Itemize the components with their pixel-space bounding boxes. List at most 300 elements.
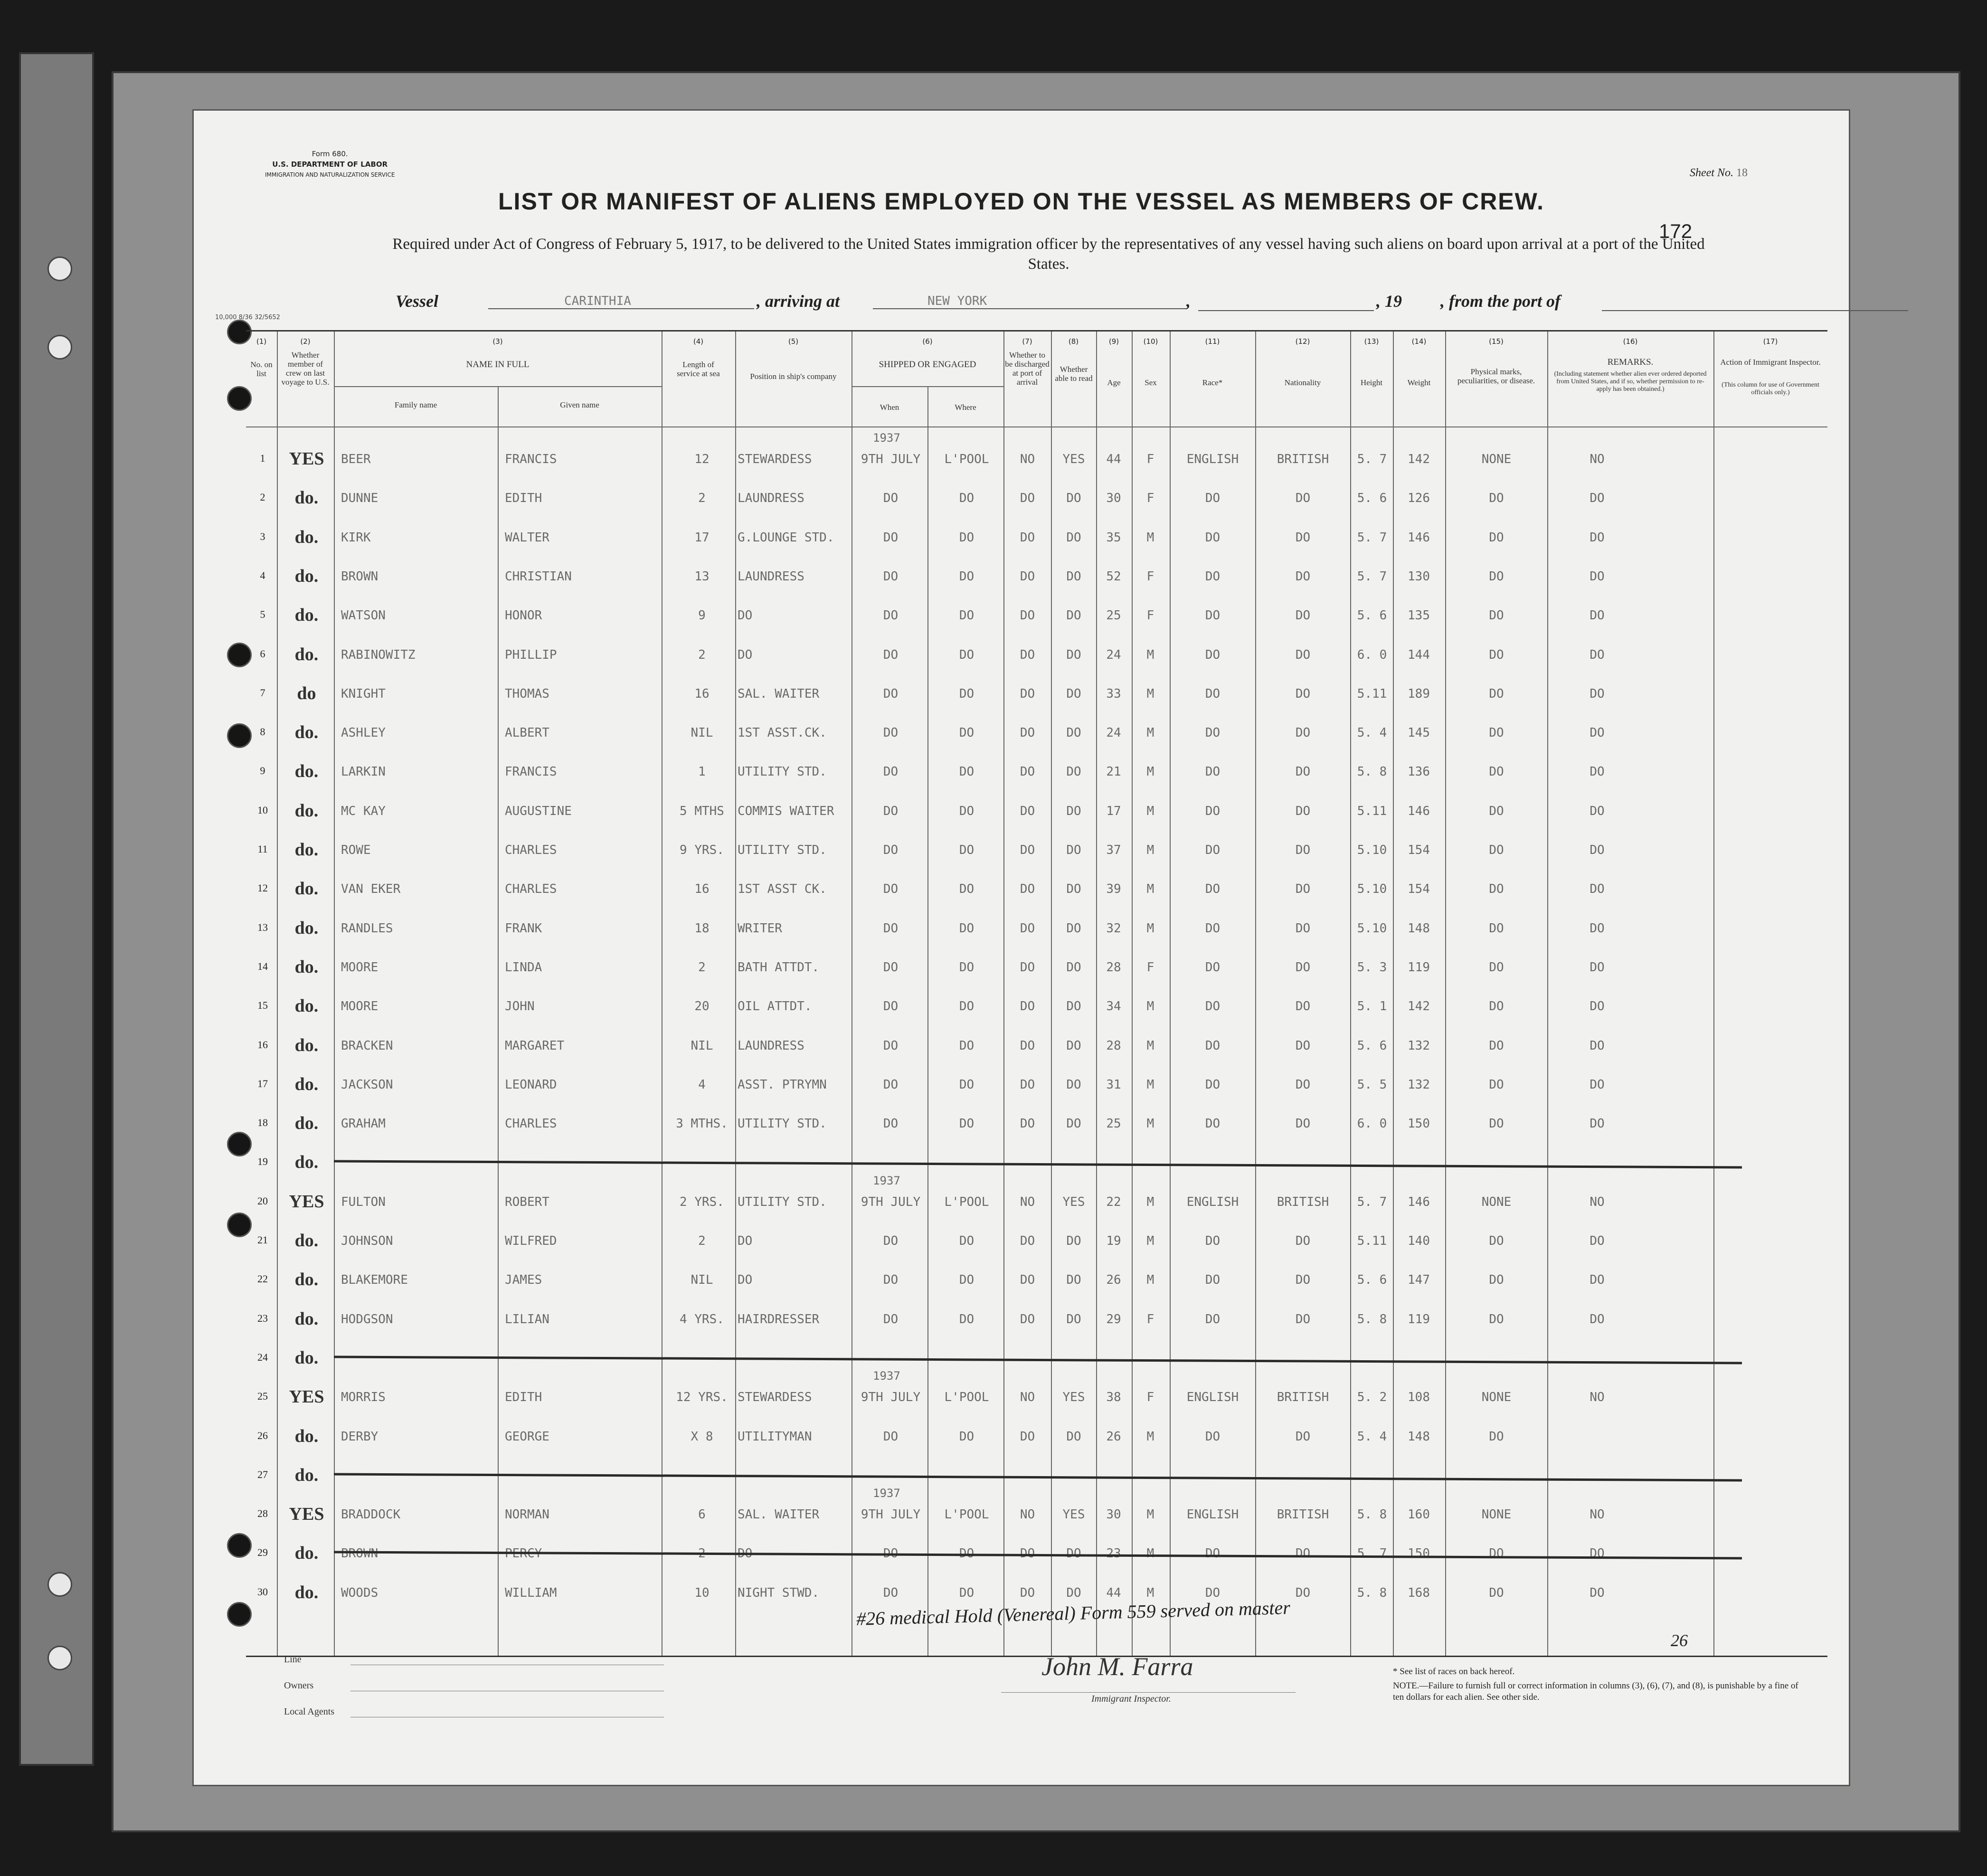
family-name: BRACKEN (341, 1038, 393, 1053)
discharged: DO (1020, 960, 1035, 975)
given-name: WALTER (505, 530, 549, 545)
weight: 189 (1408, 686, 1430, 701)
physical-marks: NONE (1481, 1507, 1512, 1522)
family-name: JOHNSON (341, 1234, 393, 1248)
shipped-where: DO (959, 882, 975, 897)
from-port-blank (1602, 310, 1908, 311)
age: 33 (1106, 686, 1121, 701)
weight: 146 (1408, 530, 1430, 545)
remarks: NO (1590, 1390, 1605, 1405)
length-of-service: NIL (691, 1038, 713, 1053)
row-number: 9 (260, 765, 265, 777)
header-race: Race* (1202, 378, 1223, 387)
height: 5.11 (1357, 1234, 1387, 1248)
crew-member-flag: do. (294, 1152, 319, 1173)
shipped-when: DO (883, 1234, 899, 1248)
shipped-when: DO (883, 843, 899, 857)
sex: M (1146, 765, 1154, 779)
nationality: DO (1295, 882, 1311, 897)
physical-marks: DO (1489, 765, 1504, 779)
nationality: DO (1295, 999, 1311, 1014)
arriving-port: NEW YORK (873, 294, 1186, 309)
family-name: GRAHAM (341, 1117, 386, 1131)
sex: M (1146, 921, 1154, 936)
table-row (246, 527, 1827, 553)
sex: M (1146, 1546, 1154, 1561)
weight: 148 (1408, 921, 1430, 936)
shipped-when: DO (883, 999, 899, 1014)
position: HAIRDRESSER (738, 1312, 820, 1326)
height: 5. 6 (1357, 491, 1387, 506)
able-to-read: DO (1066, 1429, 1081, 1444)
physical-marks: NONE (1481, 1390, 1512, 1405)
sex: M (1146, 999, 1154, 1014)
family-name: RANDLES (341, 921, 393, 936)
col-number: (10) (1143, 337, 1158, 346)
header-able-to-read: Whether able to read (1055, 365, 1093, 383)
col-number: (11) (1205, 337, 1220, 346)
remarks: DO (1590, 1077, 1605, 1092)
length-of-service: 12 (694, 452, 710, 466)
remarks: DO (1590, 804, 1605, 818)
family-name: RABINOWITZ (341, 647, 416, 662)
races-note: * See list of races on back hereof. (1393, 1667, 1515, 1677)
age: 32 (1106, 921, 1121, 936)
given-name: FRANK (505, 921, 542, 936)
shipped-where: DO (959, 999, 975, 1014)
age: 39 (1106, 882, 1121, 897)
table-row (246, 605, 1827, 631)
local-agents-label: Local Agents (284, 1706, 335, 1717)
remarks: DO (1590, 726, 1605, 740)
header-length-of-service: Length of service at sea (677, 360, 720, 378)
vessel-name: CARINTHIA (488, 294, 754, 309)
row-number: 3 (260, 530, 265, 542)
family-name: KIRK (341, 530, 371, 545)
given-name: NORMAN (505, 1507, 549, 1522)
sex: M (1146, 1234, 1154, 1248)
physical-marks: DO (1489, 1234, 1504, 1248)
bureau-name: IMMIGRATION AND NATURALIZATION SERVICE (265, 171, 395, 178)
shipped-when: DO (883, 1312, 899, 1326)
year-mark: 1937 (873, 1174, 900, 1187)
table-row (246, 1269, 1827, 1296)
discharged: DO (1020, 569, 1035, 584)
able-to-read: DO (1066, 647, 1081, 662)
header-family-name: Family name (394, 400, 437, 409)
crew-member-flag: YES (289, 1504, 324, 1525)
weight: 160 (1408, 1507, 1430, 1522)
sex: M (1146, 726, 1154, 740)
race: DO (1205, 1585, 1221, 1600)
header-age: Age (1107, 378, 1121, 387)
position: COMMIS WAITER (738, 804, 834, 818)
weight: 132 (1408, 1038, 1430, 1053)
row-number: 13 (257, 921, 268, 933)
length-of-service: 10 (694, 1585, 710, 1600)
shipped-where: L'POOL (944, 1390, 989, 1405)
height: 6. 0 (1357, 1117, 1387, 1131)
discharged: DO (1020, 530, 1035, 545)
physical-marks: DO (1489, 999, 1504, 1014)
sex: M (1146, 1038, 1154, 1053)
height: 6. 0 (1357, 647, 1387, 662)
remarks: DO (1590, 1038, 1605, 1053)
table-row (246, 1230, 1827, 1257)
length-of-service: 4 (698, 1077, 706, 1092)
age: 30 (1106, 491, 1121, 506)
shipped-where: DO (959, 1117, 975, 1131)
shipped-where: L'POOL (944, 1507, 989, 1522)
header-physical-marks: Physical marks, peculiarities, or disease. (1457, 367, 1535, 385)
crew-member-flag: do. (294, 957, 319, 977)
able-to-read: DO (1066, 804, 1081, 818)
weight: 142 (1408, 452, 1430, 466)
given-name: LINDA (505, 960, 542, 975)
able-to-read: DO (1066, 1234, 1081, 1248)
physical-marks: DO (1489, 1077, 1504, 1092)
given-name: GEORGE (505, 1429, 549, 1444)
sex: M (1146, 1429, 1154, 1444)
weight: 147 (1408, 1273, 1430, 1288)
sex: M (1146, 843, 1154, 857)
physical-marks: DO (1489, 1585, 1504, 1600)
punch-hole (47, 256, 72, 281)
sex: F (1146, 569, 1154, 584)
shipped-when: DO (883, 647, 899, 662)
shipped-when: DO (883, 1585, 899, 1600)
given-name: WILLIAM (505, 1585, 557, 1600)
row-number: 12 (257, 882, 268, 894)
remarks: DO (1590, 1546, 1605, 1561)
header-given-name: Given name (560, 400, 599, 409)
age: 26 (1106, 1273, 1121, 1288)
height: 5.11 (1357, 804, 1387, 818)
height: 5.10 (1357, 882, 1387, 897)
punch-hole (47, 335, 72, 360)
nationality: DO (1295, 960, 1311, 975)
given-name: PERCY (505, 1546, 542, 1561)
age: 21 (1106, 765, 1121, 779)
row-number: 30 (257, 1585, 268, 1598)
given-name: THOMAS (505, 686, 549, 701)
weight: 144 (1408, 647, 1430, 662)
length-of-service: NIL (691, 726, 713, 740)
physical-marks: NONE (1481, 452, 1512, 466)
remarks: DO (1590, 1234, 1605, 1248)
shipped-where: DO (959, 1312, 975, 1326)
physical-marks: NONE (1481, 1194, 1512, 1209)
position: DO (738, 1273, 753, 1288)
age: 34 (1106, 999, 1121, 1014)
family-name: BEER (341, 452, 371, 466)
able-to-read: DO (1066, 726, 1081, 740)
family-name: MC KAY (341, 804, 386, 818)
discharged: DO (1020, 1585, 1035, 1600)
row-number: 26 (257, 1429, 268, 1441)
race: ENGLISH (1186, 1507, 1239, 1522)
height: 5. 8 (1357, 765, 1387, 779)
nationality: DO (1295, 1234, 1311, 1248)
race: DO (1205, 1117, 1221, 1131)
given-name: LEONARD (505, 1077, 557, 1092)
able-to-read: DO (1066, 921, 1081, 936)
race: DO (1205, 1077, 1221, 1092)
physical-marks: DO (1489, 608, 1504, 623)
height: 5.11 (1357, 686, 1387, 701)
position: LAUNDRESS (738, 491, 804, 506)
remarks: DO (1590, 1273, 1605, 1288)
position: G.LOUNGE STD. (738, 530, 834, 545)
height: 5.10 (1357, 843, 1387, 857)
col-number: (7) (1022, 337, 1032, 346)
race: DO (1205, 491, 1221, 506)
able-to-read: DO (1066, 960, 1081, 975)
col-number: (12) (1295, 337, 1310, 346)
position: SAL. WAITER (738, 686, 820, 701)
crew-member-flag: do. (294, 918, 319, 938)
crew-member-flag: do. (294, 1543, 319, 1563)
table-row (246, 1191, 1827, 1218)
nationality: DO (1295, 530, 1311, 545)
weight: 135 (1408, 608, 1430, 623)
discharged: DO (1020, 647, 1035, 662)
nationality: BRITISH (1277, 1507, 1329, 1522)
family-name: DUNNE (341, 491, 378, 506)
table-row (246, 722, 1827, 749)
shipped-when: DO (883, 804, 899, 818)
able-to-read: DO (1066, 765, 1081, 779)
remarks: DO (1590, 999, 1605, 1014)
remarks: DO (1590, 608, 1605, 623)
family-name: BLAKEMORE (341, 1273, 408, 1288)
shipped-where: DO (959, 726, 975, 740)
nationality: DO (1295, 726, 1311, 740)
arriving-label: , arriving at (757, 292, 840, 311)
weight: 150 (1408, 1546, 1430, 1561)
shipped-where: DO (959, 686, 975, 701)
age: 44 (1106, 1585, 1121, 1600)
remarks: NO (1590, 1194, 1605, 1209)
age: 52 (1106, 569, 1121, 584)
row-number: 24 (257, 1351, 268, 1363)
table-row (246, 1386, 1827, 1413)
nationality: DO (1295, 686, 1311, 701)
col-number: (5) (788, 337, 799, 346)
remarks: DO (1590, 882, 1605, 897)
shipped-when: 9TH JULY (861, 1194, 921, 1209)
able-to-read: DO (1066, 882, 1081, 897)
row-number: 4 (260, 569, 265, 581)
discharged: DO (1020, 1117, 1035, 1131)
nationality: DO (1295, 1077, 1311, 1092)
row-number: 11 (257, 843, 268, 855)
physical-marks: DO (1489, 843, 1504, 857)
table-row (246, 957, 1827, 983)
nationality: DO (1295, 765, 1311, 779)
table-row (246, 995, 1827, 1022)
manifest-page (192, 109, 1850, 1786)
position: NIGHT STWD. (738, 1585, 820, 1600)
shipped-where: L'POOL (944, 1194, 989, 1209)
crew-member-flag: do. (294, 566, 319, 586)
nationality: DO (1295, 1312, 1311, 1326)
height: 5. 3 (1357, 960, 1387, 975)
physical-marks: DO (1489, 1117, 1504, 1131)
length-of-service: 1 (698, 765, 706, 779)
discharged: DO (1020, 999, 1035, 1014)
height: 5. 6 (1357, 1038, 1387, 1053)
position: OIL ATTDT. (738, 999, 812, 1014)
remarks: DO (1590, 1117, 1605, 1131)
sheet-number: 18 (1736, 167, 1748, 179)
nationality: DO (1295, 921, 1311, 936)
crew-member-flag: do. (294, 1465, 319, 1485)
length-of-service: 17 (694, 530, 710, 545)
shipped-where: DO (959, 921, 975, 936)
row-number: 18 (257, 1117, 268, 1129)
position: STEWARDESS (738, 1390, 812, 1405)
able-to-read: YES (1062, 1194, 1085, 1209)
given-name: PHILLIP (505, 647, 557, 662)
race: DO (1205, 530, 1221, 545)
able-to-read: DO (1066, 1273, 1081, 1288)
header-remarks: REMARKS. (1607, 357, 1654, 367)
height: 5. 1 (1357, 999, 1387, 1014)
length-of-service: NIL (691, 1273, 713, 1288)
sex: F (1146, 1390, 1154, 1405)
age: 28 (1106, 1038, 1121, 1053)
given-name: FRANCIS (505, 765, 557, 779)
length-of-service: 2 YRS. (680, 1194, 724, 1209)
age: 30 (1106, 1507, 1121, 1522)
height: 5. 7 (1357, 1194, 1387, 1209)
discharged: DO (1020, 843, 1035, 857)
row-number: 8 (260, 726, 265, 738)
position: ASST. PTRYMN (738, 1077, 827, 1092)
from-port-label: , from the port of (1440, 292, 1561, 311)
col-number: (9) (1108, 337, 1119, 346)
row-number: 28 (257, 1507, 268, 1520)
length-of-service: 5 MTHS (680, 804, 724, 818)
discharged: DO (1020, 1429, 1035, 1444)
age: 24 (1106, 726, 1121, 740)
crew-table (246, 330, 1827, 1657)
table-row (246, 566, 1827, 592)
weight: 168 (1408, 1585, 1430, 1600)
race: DO (1205, 960, 1221, 975)
discharged: DO (1020, 882, 1035, 897)
physical-marks: DO (1489, 1429, 1504, 1444)
department-name: U.S. DEPARTMENT OF LABOR (272, 160, 388, 169)
sex: M (1146, 882, 1154, 897)
crew-member-flag: YES (289, 1387, 324, 1407)
sex: M (1146, 1273, 1154, 1288)
nationality: DO (1295, 491, 1311, 506)
length-of-service: X 8 (691, 1429, 713, 1444)
print-code: 10,000 8/36 32/5652 (215, 314, 280, 321)
able-to-read: YES (1062, 1390, 1085, 1405)
race: DO (1205, 843, 1221, 857)
position: SAL. WAITER (738, 1507, 820, 1522)
age: 25 (1106, 608, 1121, 623)
owners-label: Owners (284, 1680, 314, 1691)
header-when: When (880, 403, 899, 412)
sex: F (1146, 491, 1154, 506)
crew-member-flag: do. (294, 1308, 319, 1329)
discharged: DO (1020, 1038, 1035, 1053)
year-mark: 1937 (873, 1487, 900, 1500)
age: 25 (1106, 1117, 1121, 1131)
row-number: 22 (257, 1273, 268, 1285)
able-to-read: DO (1066, 1546, 1081, 1561)
age: 19 (1106, 1234, 1121, 1248)
race: DO (1205, 1546, 1221, 1561)
age: 44 (1106, 452, 1121, 466)
discharged: DO (1020, 765, 1035, 779)
discharged: DO (1020, 726, 1035, 740)
row-number: 21 (257, 1234, 268, 1246)
position: UTILITY STD. (738, 843, 827, 857)
crew-member-flag: do (297, 683, 316, 703)
form-header-block (265, 149, 395, 180)
shipped-where: DO (959, 491, 975, 506)
weight: 140 (1408, 1234, 1430, 1248)
height: 5. 8 (1357, 1312, 1387, 1326)
shipped-when: DO (883, 960, 899, 975)
position: DO (738, 608, 753, 623)
header-remarks-note: (Including statement whether alien ever ordered deported from United States, and if so, whether permission to re-apply has been obtained.) (1554, 370, 1707, 393)
discharged: DO (1020, 491, 1035, 506)
col-number: (4) (693, 337, 704, 346)
crew-member-flag: YES (289, 449, 324, 469)
physical-marks: DO (1489, 1312, 1504, 1326)
remarks: NO (1590, 452, 1605, 466)
able-to-read: DO (1066, 843, 1081, 857)
length-of-service: 2 (698, 1234, 706, 1248)
length-of-service: 2 (698, 491, 706, 506)
height: 5. 7 (1357, 530, 1387, 545)
given-name: JAMES (505, 1273, 542, 1288)
given-name: JOHN (505, 999, 535, 1014)
punch-hole (47, 1572, 72, 1597)
race: DO (1205, 1273, 1221, 1288)
physical-marks: DO (1489, 1038, 1504, 1053)
height: 5. 4 (1357, 726, 1387, 740)
age: 28 (1106, 960, 1121, 975)
family-name: BRADDOCK (341, 1507, 401, 1522)
length-of-service: 2 (698, 1546, 706, 1561)
table-row (246, 1113, 1827, 1139)
crew-member-flag: do. (294, 1582, 319, 1602)
nationality: DO (1295, 608, 1311, 623)
table-row (246, 448, 1827, 475)
height: 5. 6 (1357, 608, 1387, 623)
shipped-when: DO (883, 765, 899, 779)
crew-member-flag: do. (294, 800, 319, 821)
discharged: DO (1020, 1312, 1035, 1326)
family-name: BROWN (341, 1546, 378, 1561)
stamp-number: 172 (1659, 220, 1693, 242)
shipped-when: DO (883, 569, 899, 584)
remarks: DO (1590, 569, 1605, 584)
table-row (246, 1504, 1827, 1530)
nationality: DO (1295, 1117, 1311, 1131)
family-name: WOODS (341, 1585, 378, 1600)
year-mark: 1937 (873, 1369, 900, 1383)
family-name: MOORE (341, 999, 378, 1014)
weight: 150 (1408, 1117, 1430, 1131)
